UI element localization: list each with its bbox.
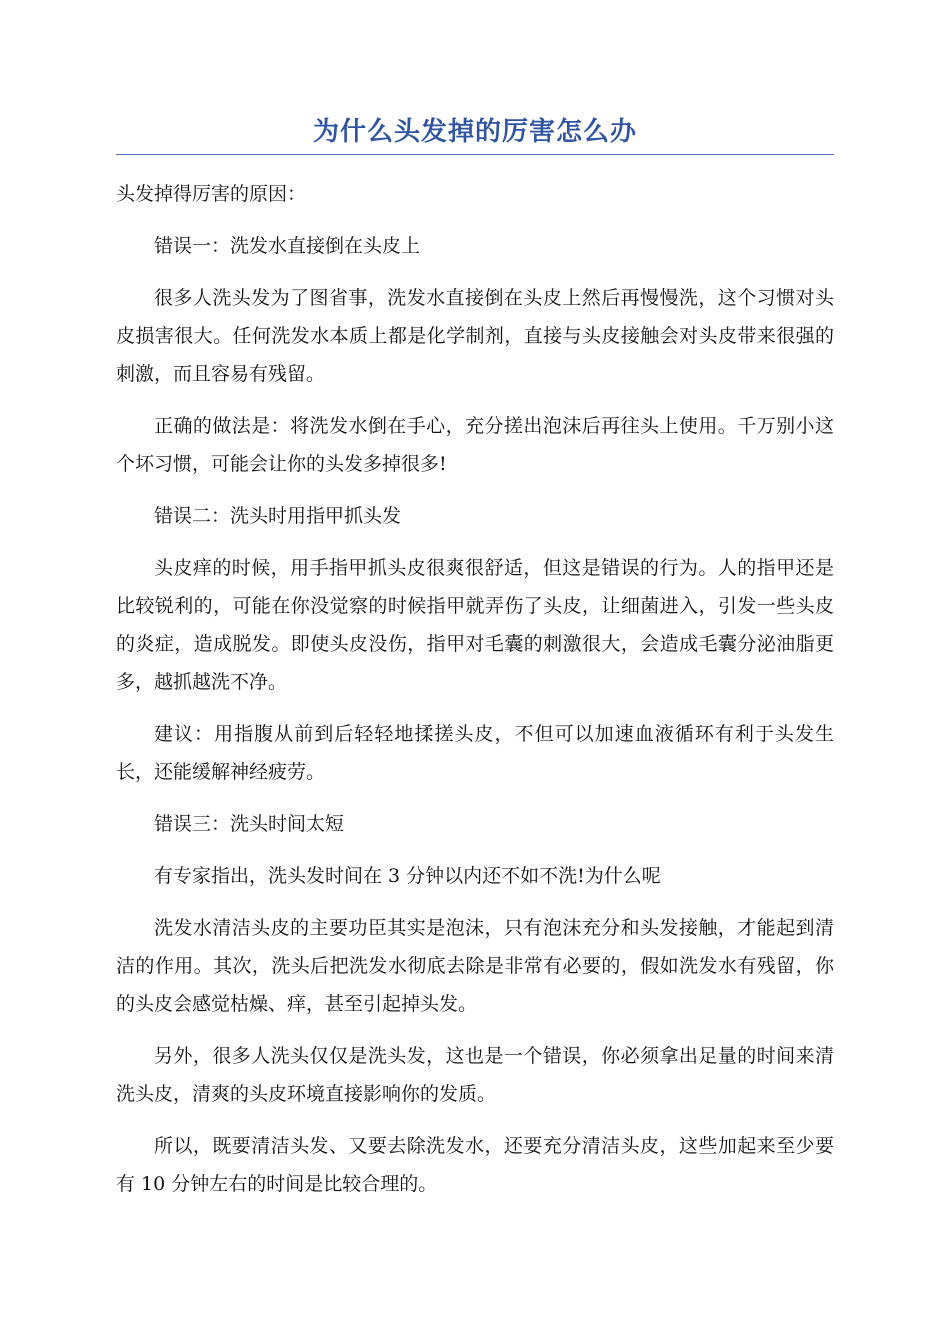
paragraph: 正确的做法是：将洗发水倒在手心，充分搓出泡沫后再往头上使用。千万别小这个坏习惯，可能会让你的头发多掉很多! [116, 415, 834, 475]
paragraph: 很多人洗头发为了图省事，洗发水直接倒在头皮上然后再慢慢洗，这个习惯对头皮损害很大。任何洗发水本质上都是化学制剂，直接与头皮接触会对头皮带来很强的刺激，而且容易有残留。 [116, 287, 834, 385]
paragraph: 头皮痒的时候，用手指甲抓头皮很爽很舒适，但这是错误的行为。人的指甲还是比较锐利的，可能在你没觉察的时候指甲就弄伤了头皮，让细菌进入，引发一些头皮的炎症，造成脱发。即使头皮没伤，指甲对毛囊的刺激很大，会造成毛囊分泌油脂更多，越抓越洗不净。 [116, 557, 834, 693]
paragraph: 另外，很多人洗头仅仅是洗头发，这也是一个错误，你必须拿出足量的时间来清洗头皮，清爽的头皮环境直接影响你的发质。 [116, 1045, 834, 1105]
paragraph: 有专家指出，洗头发时间在 3 分钟以内还不如不洗!为什么呢 [154, 865, 661, 887]
paragraph-intro: 头发掉得厉害的原因： [116, 183, 307, 205]
page-title: 为什么头发掉的厉害怎么办 [312, 117, 637, 147]
paragraph: 建议：用指腹从前到后轻轻地揉搓头皮，不但可以加速血液循环有利于头发生长，还能缓解神经疲劳。 [116, 723, 834, 783]
paragraph: 所以，既要清洁头发、又要去除洗发水，还要充分清洁头皮，这些加起来至少要有 10 分钟左右的时间是比较合理的。 [116, 1135, 834, 1195]
document-page [116, 112, 834, 1217]
paragraph: 洗发水清洁头皮的主要功臣其实是泡沫，只有泡沫充分和头发接触，才能起到清洁的作用。其次，洗头后把洗发水彻底去除是非常有必要的，假如洗发水有残留，你的头皮会感觉枯燥、痒，甚至引起掉头发。 [116, 917, 834, 1015]
heading-mistake-one: 错误一：洗发水直接倒在头皮上 [154, 235, 421, 257]
title-underline [116, 154, 834, 155]
heading-mistake-two: 错误二：洗头时用指甲抓头发 [154, 505, 402, 527]
heading-mistake-three: 错误三：洗头时间太短 [154, 813, 345, 835]
